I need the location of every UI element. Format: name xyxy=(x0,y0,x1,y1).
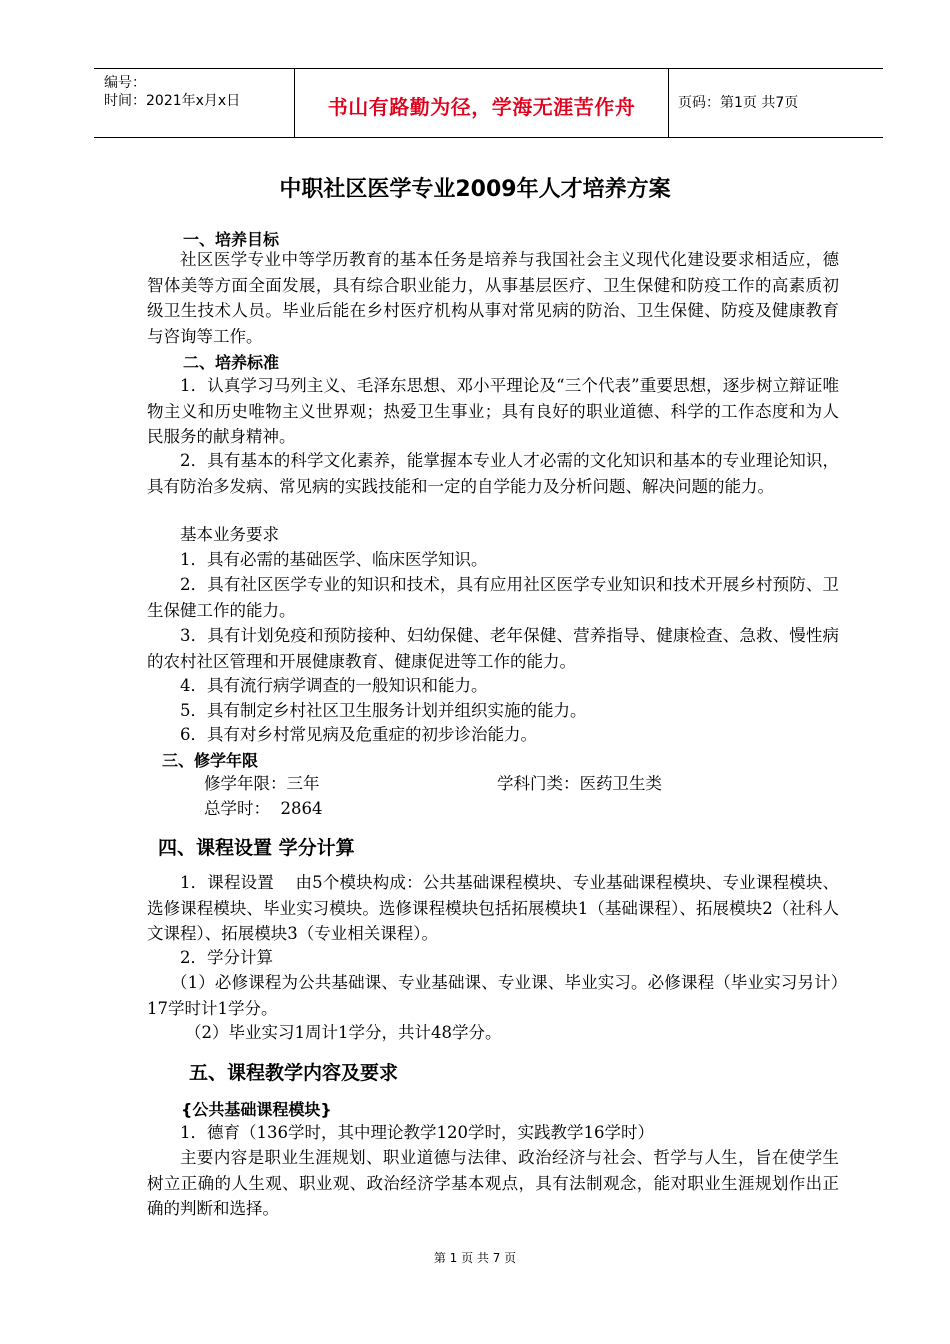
paragraph-s2-r2: 2．具有社区医学专业的知识和技术，具有应用社区医学专业知识和技术开展乡村预防、卫生保健工作的能力。 xyxy=(147,575,839,620)
number-label: 编号： xyxy=(104,75,146,91)
paragraph-s2-p1: 1．认真学习马列主义、毛泽东思想、邓小平理论及“三个代表”重要思想，逐步树立辩证唯物主义和历史唯物主义世界观；热爱卫生事业；具有良好的职业道德、科学的工作态度和为人民服务的献身精神。 xyxy=(147,376,839,446)
subject-category: 学科门类：医药卫生类 xyxy=(497,774,662,793)
page-info: 页码：第1页 共7页 xyxy=(678,95,799,111)
paragraph-s4-p4: （2）毕业实习1周计1学分，共计48学分。 xyxy=(185,1023,502,1042)
paragraph-s5-p1: 1．德育（136学时，其中理论教学120学时，实践教学16学时） xyxy=(180,1123,654,1142)
paragraph-s2-r6: 6．具有对乡村常见病及危重症的初步诊治能力。 xyxy=(180,725,537,744)
section-heading-1: 一、培养目标 xyxy=(183,230,280,249)
motto: 书山有路勤为径，学海无涯苦作舟 xyxy=(327,95,636,119)
paragraph-s4-p1: 1．课程设置 由5个模块构成：公共基础课程模块、专业基础课程模块、专业课程模块、选修课程模块、毕业实习模块。选修课程模块包括拓展模块1（基础课程）、拓展模块2（社科人文课程）、拓展模块3（专业相关课程）。 xyxy=(147,873,839,943)
paragraph-s2-r1: 1．具有必需的基础医学、临床医学知识。 xyxy=(180,550,488,569)
paragraph-s2-p2: 2．具有基本的科学文化素养，能掌握本专业人才必需的文化知识和基本的专业理论知识，具有防治多发病、常见病的实践技能和一定的自学能力及分析问题、解决问题的能力。 xyxy=(147,451,839,496)
paragraph-s2-r5: 5．具有制定乡村社区卫生服务计划并组织实施的能力。 xyxy=(180,701,587,720)
study-years: 修学年限：三年 xyxy=(204,774,320,793)
header-page-cell xyxy=(668,69,883,137)
time-label: 时间：2021年x月x日 xyxy=(104,93,241,109)
paragraph-s2-r4: 4．具有流行病学调查的一般知识和能力。 xyxy=(180,676,488,695)
header-meta-cell xyxy=(94,69,294,137)
page-header xyxy=(94,68,883,138)
paragraph-s4-p2: 2．学分计算 xyxy=(180,948,273,967)
section-heading-3: 三、修学年限 xyxy=(162,751,259,770)
section-heading-5: 五、课程教学内容及要求 xyxy=(189,1062,399,1084)
paragraph-s1-p1: 社区医学专业中等学历教育的基本任务是培养与我国社会主义现代化建设要求相适应，德智体美等方面全面发展，具有综合职业能力，从事基层医疗、卫生保健和防疫工作的高素质初级卫生技术人员。毕业后能在乡村医疗机构从事对常见病的防治、卫生保健、防疫及健康教育与咨询等工作。 xyxy=(147,250,839,346)
total-hours: 总学时： 2864 xyxy=(204,799,323,818)
document-title: 中职社区医学专业2009年人才培养方案 xyxy=(279,177,671,202)
page-footer: 第 1 页 共 7 页 xyxy=(433,1251,517,1265)
section-heading-4: 四、课程设置 学分计算 xyxy=(158,837,355,859)
section-heading-2: 二、培养标准 xyxy=(183,353,280,372)
header-motto-cell xyxy=(294,69,669,137)
paragraph-s2-r3: 3．具有计划免疫和预防接种、妇幼保健、老年保健、营养指导、健康检查、急救、慢性病的农村社区管理和开展健康教育、健康促进等工作的能力。 xyxy=(147,626,839,671)
paragraph-s5-p2: 主要内容是职业生涯规划、职业道德与法律、政治经济与社会、哲学与人生，旨在使学生树立正确的人生观、职业观、政治经济学基本观点，具有法制观念，能对职业生涯规划作出正确的判断和选择。 xyxy=(147,1148,839,1218)
module-label: {公共基础课程模块} xyxy=(181,1100,332,1119)
paragraph-s4-p3: （1）必修课程为公共基础课、专业基础课、专业课、毕业实习。必修课程（毕业实习另计）17学时计1学分。 xyxy=(147,973,839,1018)
paragraph-s2-sub: 基本业务要求 xyxy=(180,525,279,544)
